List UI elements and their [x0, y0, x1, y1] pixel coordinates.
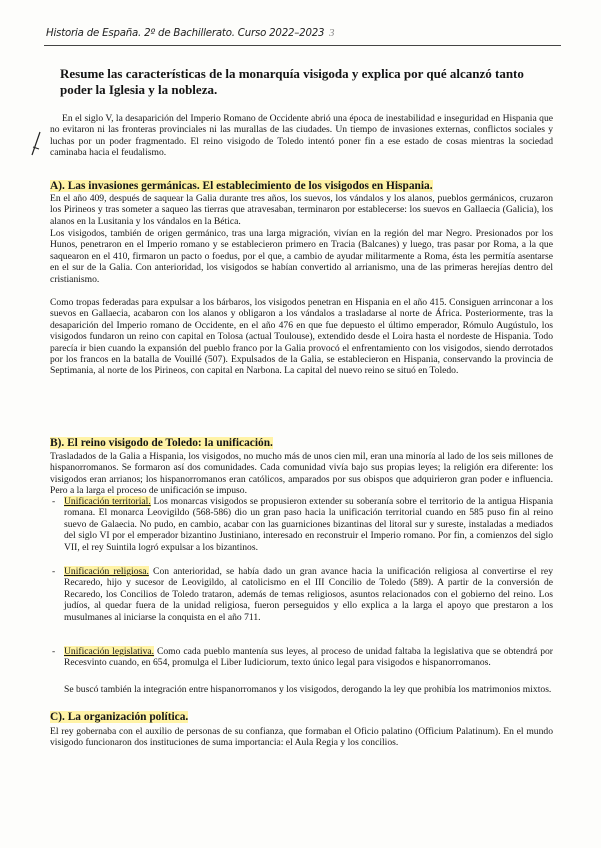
item-text: Como cada pueblo mantenía sus leyes, al proceso de unidad faltaba la legislativa que se obtendrá por Recesvinto cuando, en 654, promulga el Liber Iudiciorum, texto único legal para visigodos e hispanorromanos.	[64, 646, 553, 669]
section-c-heading: C). La organización política.	[50, 711, 189, 723]
header-rule	[44, 45, 561, 46]
bullet-dash: -	[52, 646, 56, 657]
item-title: Unificación territorial.	[64, 496, 151, 507]
item-title: Unificación legislativa.	[64, 646, 155, 657]
section-b-paragraph-1: Trasladados de la Galia a Hispania, los visigodos, no mucho más de unos cien mil, eran una minoría al lado de los seis millones de hispanorromanos. Se formaron así dos comunidades. Cada comunidad vivía bajo sus propias leyes; la religión era diferente: los visigodos eran arrianos; los hispanorromanos eran católicos, amparados por sus obispos que adquirieron gran poder e influencia. Pero a la larga el proceso de unificación se impuso.	[50, 451, 553, 497]
question-title: Resume las características de la monarquía visigoda y explica por qué alcanzó tanto poder la Iglesia y la nobleza.	[60, 66, 524, 97]
list-item-legislativa-extra: Se buscó también la integración entre hispanorromanos y los visigodos, derogando la ley que prohibía los matrimonios mixtos.	[64, 684, 552, 695]
pen-mark-icon	[30, 131, 42, 157]
list-item-religiosa	[52, 566, 553, 623]
section-b-heading: B). El reino visigodo de Toledo: la unificación.	[50, 437, 273, 449]
course-header: Historia de España. 2º de Bachillerato. Curso 2022–2023	[46, 28, 325, 39]
list-item-territorial	[52, 496, 553, 553]
item-title: Unificación religiosa.	[64, 566, 149, 577]
section-c-paragraph-1: El rey gobernaba con el auxilio de personas de su confianza, que formaban el Oficio palatino (Officium Palatinum). En el mundo visigodo funcionaron dos instituciones de suma importancia: el Aula Regia y los concilios.	[50, 726, 553, 749]
intro-paragraph: En el siglo V, la desaparición del Imperio Romano de Occidente abrió una época de inestabilidad e inseguridad en Hispania que no evitaron ni las fronteras provinciales ni las murallas de las ciudades. Un tiempo de invasiones externas, conflictos sociales y luchas por un poder fragmentado. El reino visigodo de Toledo intentó poner fin a ese estado de cosas mientras la sociedad caminaba hacia el feudalismo.	[50, 113, 553, 159]
section-a-paragraph-1: En el año 409, después de saquear la Galia durante tres años, los suevos, los vándalos y los alanos, pueblos germánicos, cruzaron los Pirineos y tras someter a saqueo las tierras que atravesaban, terminaron por establecerse: los suevos en Gallaecia (Galicia), los alanos en la Lusitania y los vándalos en la Bética.	[50, 193, 553, 227]
item-text: Con anterioridad, se había dado un gran avance hacia la unificación religiosa al convertirse el rey Recaredo, hijo y sucesor de Leovigildo, al catolicismo en el III Concilio de Toledo (589). A partir de la conversión de Recaredo, los Concilios de Toledo trataron, además de temas religiosos, asuntos relacionados con el gobierno del reino. Los judíos, al quedar fuera de la unidad religiosa, fueron perseguidos y ello explica a la larga el apoyo que prestaron a los musulmanes al iniciarse la conquista en el año 711.	[64, 566, 553, 623]
bullet-dash: -	[52, 566, 56, 577]
page-number: 3	[329, 27, 335, 39]
list-item-legislativa	[52, 646, 553, 669]
section-a-paragraph-2: Los visigodos, también de origen germánico, tras una larga migración, vivían en la región del mar Negro. Presionados por los Hunos, penetraron en el Imperio romano y se establecieron primero en Tracia (Balcanes) y luego, tras pasar por Roma, a la que saquearon en el 410, firmaron un pacto o foedus, por el que, a cambio de ayudar militarmente a Roma, ésta les permitía asentarse en el sur de la Galia. Con anterioridad, los visigodos se habían convertido al arrianismo, una de las primeras herejías dentro del cristianismo.	[50, 228, 553, 285]
bullet-dash: -	[52, 496, 56, 507]
section-a-paragraph-3: Como tropas federadas para expulsar a los bárbaros, los visigodos penetran en Hispania en el año 415. Consiguen arrinconar a los suevos en Gallaecia, acabaron con los alanos y obligaron a los vándalos a trasladarse al norte de África. Posteriormente, tras la desaparición del Imperio romano de Occidente, en el año 476 en que fue depuesto el último emperador, Rómulo Augústulo, los visigodos fundaron un reino con capital en Tolosa (actual Toulouse), extendido desde el Loira hasta el nordeste de Hispania. Todo parecía ir bien cuando la expansión del pueblo franco por la Galia provocó el enfrentamiento con los visigodos, siendo derrotados por los francos en la batalla de Vouillé (507). Expulsados de la Galia, se establecieron en Hispania, conservando la provincia de Septimania, al norte de los Pirineos, con capital en Narbona. La capital del nuevo reino se situó en Toledo.	[50, 297, 553, 377]
section-a-heading: A). Las invasiones germánicas. El establecimiento de los visigodos en Hispania.	[50, 180, 433, 192]
item-text: Los monarcas visigodos se propusieron extender su soberanía sobre el territorio de la antigua Hispania romana. El monarca Leovigildo (568-586) dio un gran paso hacia la unificación territorial cuando en 585 puso fin al reino suevo de Galaecia. No pudo, en cambio, acabar con las guarniciones bizantinas del litoral sur y sureste, instaladas a mediados del siglo VI por el emperador bizantino Justiniano, interesado en reconstruir el Imperio romano. Por fin, a comienzos del siglo VII, el rey Suintila logró expulsar a los bizantinos.	[64, 496, 553, 553]
